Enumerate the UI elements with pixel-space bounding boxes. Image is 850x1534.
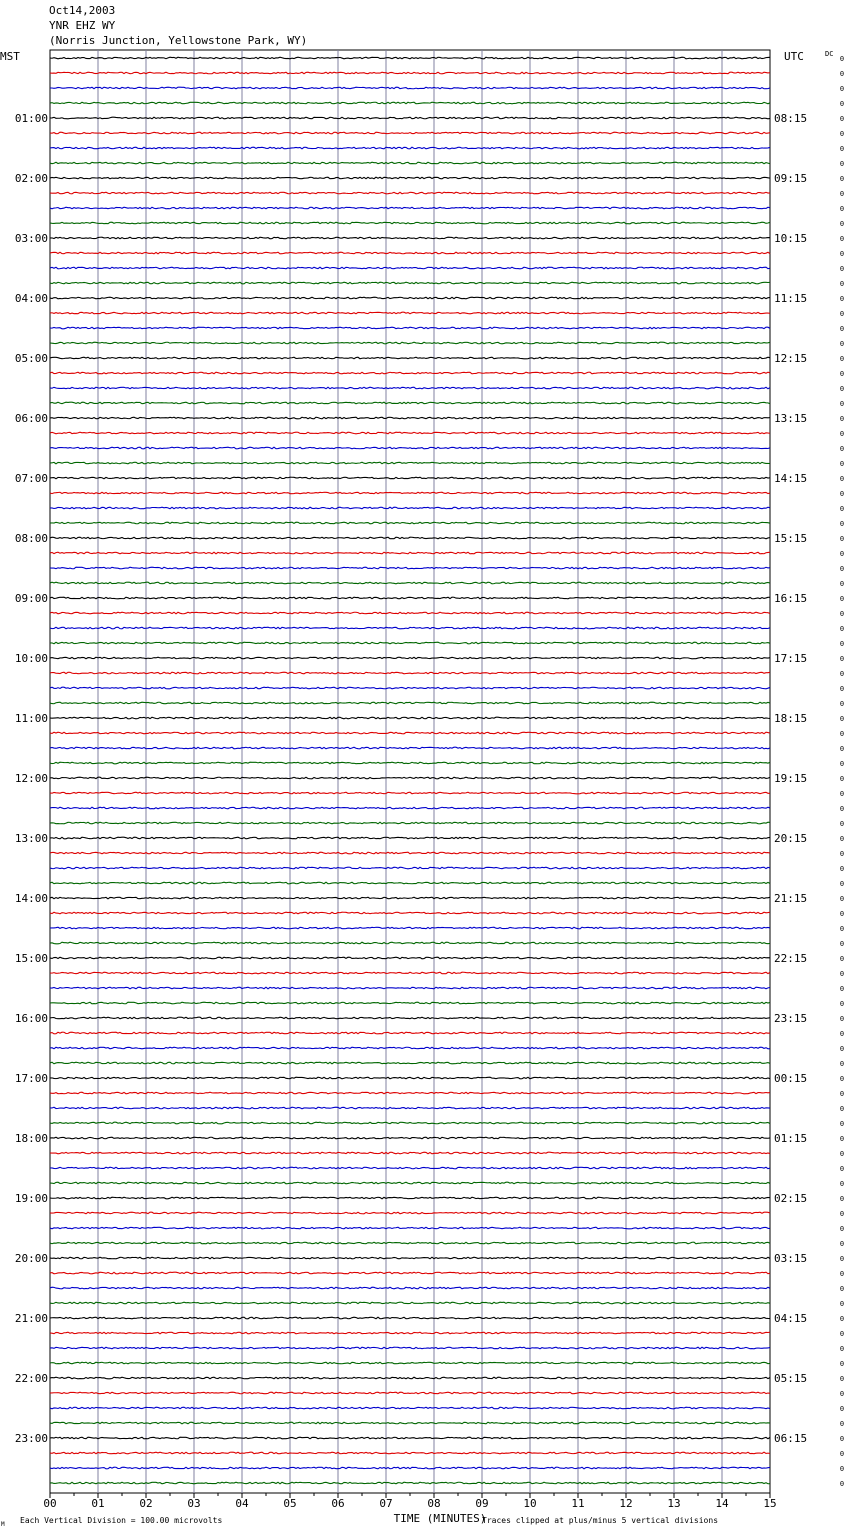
- seismic-trace: [50, 552, 770, 554]
- dc-offset-value: 0: [839, 1090, 845, 1098]
- seismic-trace: [50, 1452, 770, 1454]
- utc-hour-label: 13:15: [774, 412, 808, 425]
- seismic-trace: [50, 627, 770, 629]
- x-tick-label: 01: [91, 1497, 105, 1510]
- dc-offset-value: 0: [839, 1330, 845, 1338]
- seismic-trace: [50, 927, 770, 929]
- seismic-trace: [50, 117, 770, 119]
- seismic-trace: [50, 642, 770, 644]
- seismic-trace: [50, 912, 770, 914]
- dc-offset-value: 0: [839, 145, 845, 153]
- seismic-trace: [50, 207, 770, 209]
- seismic-trace: [50, 897, 770, 899]
- chart-date: Oct14,2003: [49, 4, 116, 17]
- seismic-trace: [50, 732, 770, 734]
- dc-offset-value: 0: [839, 1345, 845, 1353]
- seismic-trace: [50, 162, 770, 164]
- dc-offset-value: 0: [839, 1120, 845, 1128]
- seismic-trace: [50, 357, 770, 359]
- utc-hour-label: 12:15: [774, 352, 808, 365]
- dc-offset-value: 0: [839, 250, 845, 258]
- seismic-trace: [50, 777, 770, 779]
- dc-offset-value: 0: [839, 235, 845, 243]
- dc-offset-value: 0: [839, 580, 845, 588]
- dc-offset-value: 0: [839, 1270, 845, 1278]
- mst-hour-label: 12:00: [14, 772, 48, 785]
- seismic-trace: [50, 387, 770, 389]
- dc-offset-value: 0: [839, 280, 845, 288]
- x-tick-label: 04: [235, 1497, 249, 1510]
- dc-offset-value: 0: [839, 1465, 845, 1473]
- seismic-trace: [50, 597, 770, 599]
- dc-offset-value: 0: [839, 1180, 845, 1188]
- seismic-trace: [50, 1182, 770, 1184]
- seismic-trace: [50, 672, 770, 674]
- seismic-trace: [50, 972, 770, 974]
- dc-offset-value: 0: [839, 265, 845, 273]
- seismic-trace: [50, 1317, 770, 1319]
- seismic-trace: [50, 1332, 770, 1334]
- dc-offset-value: 0: [839, 595, 845, 603]
- seismic-trace: [50, 297, 770, 299]
- seismic-trace: [50, 792, 770, 794]
- dc-offset-value: 0: [839, 370, 845, 378]
- seismic-trace: [50, 417, 770, 419]
- mst-hour-label: 18:00: [14, 1132, 48, 1145]
- dc-offset-value: 0: [839, 100, 845, 108]
- utc-hour-label: 23:15: [774, 1012, 808, 1025]
- utc-hour-label: 16:15: [774, 592, 808, 605]
- mst-hour-label: 02:00: [14, 172, 48, 185]
- seismic-trace: [50, 1092, 770, 1094]
- plot-frame: [50, 50, 770, 1493]
- mst-hour-label: 09:00: [14, 592, 48, 605]
- dc-offset-value: 0: [839, 1435, 845, 1443]
- dc-offset-value: 0: [839, 1210, 845, 1218]
- seismic-trace: [50, 507, 770, 509]
- mst-hour-label: 21:00: [14, 1312, 48, 1325]
- seismic-trace: [50, 867, 770, 869]
- dc-offset-value: 0: [839, 865, 845, 873]
- clip-note: Traces clipped at plus/minus 5 vertical divisions: [482, 1516, 719, 1525]
- mst-hour-label: 23:00: [14, 1432, 48, 1445]
- dc-offset-value: 0: [839, 1300, 845, 1308]
- x-tick-label: 14: [715, 1497, 729, 1510]
- x-tick-label: 10: [523, 1497, 537, 1510]
- mst-hour-label: 10:00: [14, 652, 48, 665]
- seismic-trace: [50, 1347, 770, 1349]
- seismic-trace: [50, 1167, 770, 1169]
- seismic-trace: [50, 1137, 770, 1139]
- seismic-trace: [50, 882, 770, 884]
- dc-offset-value: 0: [839, 775, 845, 783]
- dc-offset-value: 0: [839, 490, 845, 498]
- x-tick-label: 03: [187, 1497, 201, 1510]
- utc-hour-label: 19:15: [774, 772, 808, 785]
- seismic-trace: [50, 57, 770, 59]
- station-code: YNR EHZ WY: [49, 19, 116, 32]
- seismic-trace: [50, 1242, 770, 1244]
- seismic-trace: [50, 72, 770, 74]
- corner-mark: M: [1, 1521, 5, 1528]
- dc-offset-value: 0: [839, 685, 845, 693]
- dc-offset-value: 0: [839, 205, 845, 213]
- dc-offset-value: 0: [839, 970, 845, 978]
- dc-offset-value: 0: [839, 355, 845, 363]
- utc-hour-label: 03:15: [774, 1252, 808, 1265]
- x-tick-label: 11: [571, 1497, 585, 1510]
- seismic-trace: [50, 237, 770, 239]
- utc-hour-label: 20:15: [774, 832, 808, 845]
- mst-hour-label: 01:00: [14, 112, 48, 125]
- utc-hour-label: 01:15: [774, 1132, 808, 1145]
- dc-offset-value: 0: [839, 1030, 845, 1038]
- dc-offset-value: 0: [839, 760, 845, 768]
- x-tick-label: 05: [283, 1497, 297, 1510]
- dc-offset-value: 0: [839, 1450, 845, 1458]
- dc-offset-value: 0: [839, 670, 845, 678]
- seismic-trace: [50, 852, 770, 854]
- x-tick-label: 09: [475, 1497, 489, 1510]
- dc-offset-value: 0: [839, 1405, 845, 1413]
- utc-hour-label: 06:15: [774, 1432, 808, 1445]
- mst-hour-label: 20:00: [14, 1252, 48, 1265]
- dc-offset-value: 0: [839, 130, 845, 138]
- seismic-trace: [50, 987, 770, 989]
- utc-hour-label: 02:15: [774, 1192, 808, 1205]
- seismic-trace: [50, 1002, 770, 1004]
- seismic-trace: [50, 1467, 770, 1469]
- utc-hour-label: 18:15: [774, 712, 808, 725]
- dc-offset-value: 0: [839, 895, 845, 903]
- dc-offset-value: 0: [839, 850, 845, 858]
- dc-offset-value: 0: [839, 730, 845, 738]
- seismic-trace: [50, 537, 770, 539]
- dc-offset-value: 0: [839, 1135, 845, 1143]
- mst-hour-label: 08:00: [14, 532, 48, 545]
- dc-offset-value: 0: [839, 550, 845, 558]
- seismic-trace: [50, 447, 770, 449]
- seismic-trace: [50, 1122, 770, 1124]
- dc-offset-value: 0: [839, 745, 845, 753]
- dc-offset-value: 0: [839, 295, 845, 303]
- dc-offset-value: 0: [839, 805, 845, 813]
- utc-hour-label: 09:15: [774, 172, 808, 185]
- x-axis-title: TIME (MINUTES): [393, 1512, 487, 1525]
- x-tick-label: 13: [667, 1497, 681, 1510]
- seismic-trace: [50, 1152, 770, 1154]
- seismic-trace: [50, 132, 770, 134]
- utc-hour-label: 11:15: [774, 292, 808, 305]
- seismic-trace: [50, 1212, 770, 1214]
- dc-offset-value: 0: [839, 1075, 845, 1083]
- x-tick-label: 07: [379, 1497, 393, 1510]
- dc-column-label: DC: [825, 50, 834, 58]
- dc-offset-value: 0: [839, 1375, 845, 1383]
- dc-offset-value: 0: [839, 625, 845, 633]
- dc-offset-value: 0: [839, 85, 845, 93]
- dc-offset-value: 0: [839, 55, 845, 63]
- dc-offset-value: 0: [839, 1360, 845, 1368]
- seismic-trace: [50, 267, 770, 269]
- dc-offset-value: 0: [839, 310, 845, 318]
- seismic-trace: [50, 612, 770, 614]
- mst-hour-label: 06:00: [14, 412, 48, 425]
- seismic-trace: [50, 177, 770, 179]
- dc-offset-value: 0: [839, 1060, 845, 1068]
- dc-offset-value: 0: [839, 1165, 845, 1173]
- mst-hour-label: 22:00: [14, 1372, 48, 1385]
- dc-offset-value: 0: [839, 715, 845, 723]
- dc-offset-value: 0: [839, 385, 845, 393]
- seismic-trace: [50, 1482, 770, 1484]
- seismic-trace: [50, 702, 770, 704]
- dc-offset-value: 0: [839, 835, 845, 843]
- x-tick-label: 08: [427, 1497, 441, 1510]
- mst-hour-label: 16:00: [14, 1012, 48, 1025]
- dc-offset-value: 0: [839, 1255, 845, 1263]
- seismic-trace: [50, 312, 770, 314]
- seismic-trace: [50, 822, 770, 824]
- seismic-trace: [50, 102, 770, 104]
- seismic-trace: [50, 1197, 770, 1199]
- dc-offset-value: 0: [839, 535, 845, 543]
- dc-offset-value: 0: [839, 415, 845, 423]
- dc-offset-value: 0: [839, 190, 845, 198]
- dc-offset-value: 0: [839, 475, 845, 483]
- mst-hour-label: 07:00: [14, 472, 48, 485]
- seismic-trace: [50, 1017, 770, 1019]
- seismic-trace: [50, 1257, 770, 1259]
- dc-offset-value: 0: [839, 460, 845, 468]
- dc-offset-value: 0: [839, 1045, 845, 1053]
- dc-offset-value: 0: [839, 340, 845, 348]
- seismic-trace: [50, 1032, 770, 1034]
- mst-hour-label: 13:00: [14, 832, 48, 845]
- utc-hour-label: 08:15: [774, 112, 808, 125]
- dc-offset-value: 0: [839, 565, 845, 573]
- seismic-trace: [50, 942, 770, 944]
- dc-offset-value: 0: [839, 640, 845, 648]
- mst-hour-label: 05:00: [14, 352, 48, 365]
- dc-offset-value: 0: [839, 700, 845, 708]
- seismic-trace: [50, 687, 770, 689]
- dc-offset-value: 0: [839, 445, 845, 453]
- mst-hour-label: 14:00: [14, 892, 48, 905]
- x-tick-label: 06: [331, 1497, 345, 1510]
- mst-hour-label: 11:00: [14, 712, 48, 725]
- utc-hour-label: 00:15: [774, 1072, 808, 1085]
- seismic-trace: [50, 1392, 770, 1394]
- utc-hour-label: 10:15: [774, 232, 808, 245]
- mst-hour-label: 03:00: [14, 232, 48, 245]
- dc-offset-value: 0: [839, 1240, 845, 1248]
- seismic-trace: [50, 717, 770, 719]
- dc-offset-value: 0: [839, 160, 845, 168]
- seismic-trace: [50, 1287, 770, 1289]
- seismic-trace: [50, 807, 770, 809]
- dc-offset-value: 0: [839, 70, 845, 78]
- seismic-trace: [50, 1437, 770, 1439]
- dc-offset-value: 0: [839, 1315, 845, 1323]
- mst-hour-label: 04:00: [14, 292, 48, 305]
- seismic-trace: [50, 1227, 770, 1229]
- seismic-trace: [50, 477, 770, 479]
- seismic-trace: [50, 1362, 770, 1364]
- scale-note: Each Vertical Division = 100.00 microvolts: [20, 1516, 223, 1525]
- dc-offset-value: 0: [839, 610, 845, 618]
- seismic-trace: [50, 147, 770, 149]
- seismic-trace: [50, 342, 770, 344]
- dc-offset-value: 0: [839, 1015, 845, 1023]
- dc-offset-value: 0: [839, 1105, 845, 1113]
- dc-offset-value: 0: [839, 1225, 845, 1233]
- seismic-trace: [50, 837, 770, 839]
- seismic-trace: [50, 282, 770, 284]
- dc-offset-value: 0: [839, 1000, 845, 1008]
- dc-offset-value: 0: [839, 175, 845, 183]
- utc-hour-label: 14:15: [774, 472, 808, 485]
- seismic-trace: [50, 1077, 770, 1079]
- dc-offset-value: 0: [839, 505, 845, 513]
- utc-axis-label: UTC: [784, 50, 804, 63]
- dc-offset-value: 0: [839, 1420, 845, 1428]
- dc-offset-value: 0: [839, 520, 845, 528]
- x-tick-label: 12: [619, 1497, 633, 1510]
- utc-hour-label: 15:15: [774, 532, 808, 545]
- dc-offset-value: 0: [839, 220, 845, 228]
- dc-offset-value: 0: [839, 955, 845, 963]
- dc-offset-value: 0: [839, 925, 845, 933]
- dc-offset-value: 0: [839, 115, 845, 123]
- seismic-trace: [50, 492, 770, 494]
- seismic-trace: [50, 1302, 770, 1304]
- seismic-trace: [50, 252, 770, 254]
- seismic-trace: [50, 762, 770, 764]
- seismic-trace: [50, 1107, 770, 1109]
- seismic-trace: [50, 1407, 770, 1409]
- seismic-trace: [50, 657, 770, 659]
- dc-offset-value: 0: [839, 400, 845, 408]
- dc-offset-value: 0: [839, 1150, 845, 1158]
- utc-hour-label: 05:15: [774, 1372, 808, 1385]
- dc-offset-value: 0: [839, 1195, 845, 1203]
- seismic-trace: [50, 402, 770, 404]
- seismic-trace: [50, 522, 770, 524]
- dc-offset-value: 0: [839, 985, 845, 993]
- dc-offset-value: 0: [839, 1480, 845, 1488]
- seismic-trace: [50, 1047, 770, 1049]
- seismic-trace: [50, 1062, 770, 1064]
- seismic-trace: [50, 192, 770, 194]
- dc-offset-value: 0: [839, 1390, 845, 1398]
- mst-hour-label: 17:00: [14, 1072, 48, 1085]
- seismic-trace: [50, 327, 770, 329]
- dc-offset-value: 0: [839, 820, 845, 828]
- mst-hour-label: 15:00: [14, 952, 48, 965]
- utc-hour-label: 04:15: [774, 1312, 808, 1325]
- dc-offset-value: 0: [839, 1285, 845, 1293]
- seismic-trace: [50, 87, 770, 89]
- seismic-trace: [50, 462, 770, 464]
- seismic-trace: [50, 1377, 770, 1379]
- seismic-trace: [50, 222, 770, 224]
- dc-offset-value: 0: [839, 880, 845, 888]
- utc-hour-label: 21:15: [774, 892, 808, 905]
- utc-hour-label: 17:15: [774, 652, 808, 665]
- dc-offset-value: 0: [839, 325, 845, 333]
- seismic-trace: [50, 372, 770, 374]
- x-tick-label: 00: [43, 1497, 57, 1510]
- x-tick-label: 02: [139, 1497, 153, 1510]
- dc-offset-value: 0: [839, 655, 845, 663]
- seismic-trace: [50, 1422, 770, 1424]
- seismic-trace: [50, 1272, 770, 1274]
- seismic-trace: [50, 582, 770, 584]
- seismic-trace: [50, 567, 770, 569]
- mst-hour-label: 19:00: [14, 1192, 48, 1205]
- seismic-trace: [50, 957, 770, 959]
- dc-offset-value: 0: [839, 790, 845, 798]
- mst-axis-label: MST: [0, 50, 20, 63]
- station-location: (Norris Junction, Yellowstone Park, WY): [49, 34, 308, 47]
- seismic-trace: [50, 432, 770, 434]
- dc-offset-value: 0: [839, 940, 845, 948]
- utc-hour-label: 22:15: [774, 952, 808, 965]
- dc-offset-value: 0: [839, 430, 845, 438]
- seismic-trace: [50, 747, 770, 749]
- x-tick-label: 15: [763, 1497, 777, 1510]
- dc-offset-value: 0: [839, 910, 845, 918]
